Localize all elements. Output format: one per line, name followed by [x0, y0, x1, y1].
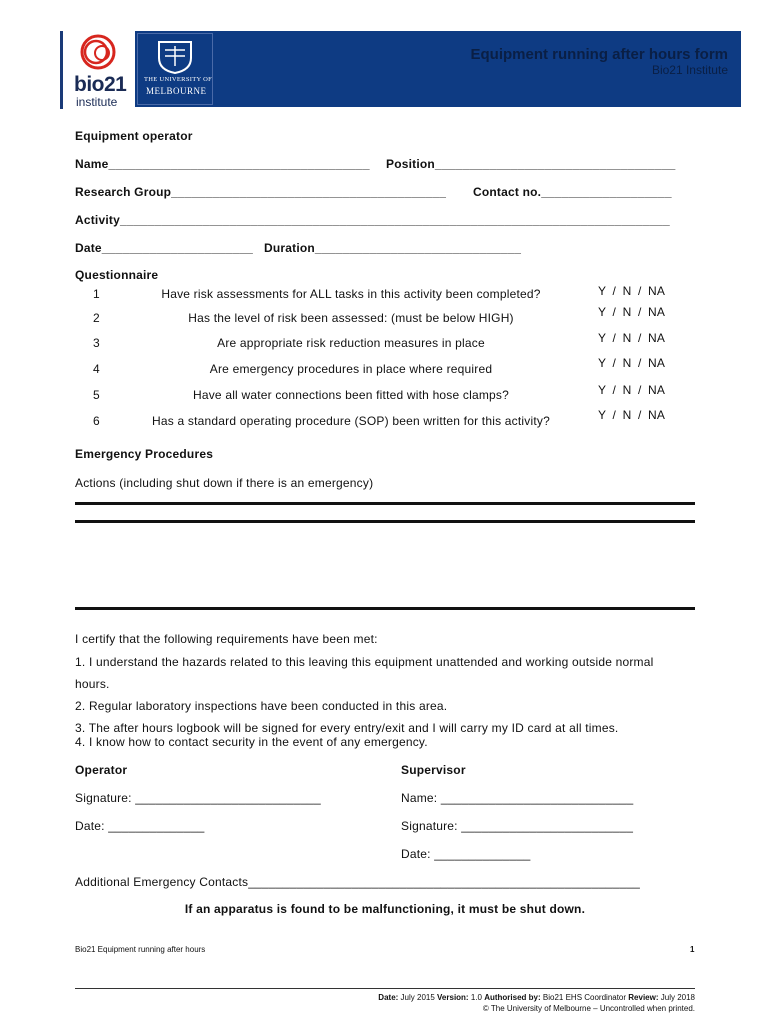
question-answer-options[interactable]: Y / N / NA: [598, 408, 666, 422]
footer-doc-name: Bio21 Equipment running after hours: [75, 945, 206, 954]
question-number: 4: [93, 362, 100, 376]
question-answer-options[interactable]: Y / N / NA: [598, 284, 666, 298]
certify-item-2: 2. Regular laboratory inspections have been conducted in this area.: [75, 699, 448, 713]
question-number: 5: [93, 388, 100, 402]
bio21-rings-icon: [76, 33, 126, 73]
question-number: 6: [93, 414, 100, 428]
footer-version-label: Version:: [437, 993, 469, 1002]
section-heading-operator: Equipment operator: [75, 129, 193, 143]
question-text: Has a standard operating procedure (SOP) been written for this activity?: [152, 414, 550, 428]
footer-review-label: Review:: [628, 993, 659, 1002]
date-field[interactable]: Date______________________: [75, 241, 254, 255]
bio21-logo: [72, 33, 132, 109]
question-text: Have all water connections been fitted with hose clamps?: [192, 388, 510, 402]
actions-line-1[interactable]: [75, 502, 695, 505]
supervisor-name-field[interactable]: Name: ____________________________: [401, 791, 634, 805]
research-group-field[interactable]: Research Group________________________________________: [75, 185, 447, 199]
supervisor-date-field[interactable]: Date: ______________: [401, 847, 531, 861]
section-heading-emergency: Emergency Procedures: [75, 447, 214, 461]
activity-field[interactable]: Activity________________________________________________________________________________: [75, 213, 670, 227]
header-accent-bar: [60, 31, 63, 109]
footer-authorised-value: Bio21 EHS Coordinator: [542, 993, 627, 1002]
actions-line-2[interactable]: [75, 520, 695, 523]
certify-item-4: 4. I know how to contact security in the event of any emergency.: [75, 735, 428, 749]
unimelb-logo-line2: MELBOURNE: [146, 86, 207, 96]
question-answer-options[interactable]: Y / N / NA: [598, 356, 666, 370]
unimelb-logo-line1: THE UNIVERSITY OF: [144, 76, 213, 83]
footer-authorised-label: Authorised by:: [484, 993, 541, 1002]
bio21-logo-subtext: institute: [76, 95, 118, 109]
footer-version-value: 1.0: [470, 993, 482, 1002]
supervisor-heading: Supervisor: [401, 763, 466, 777]
question-answer-options[interactable]: Y / N / NA: [598, 331, 666, 345]
footer-rule: [75, 988, 695, 989]
duration-field[interactable]: Duration______________________________: [264, 241, 522, 255]
question-text: Has the level of risk been assessed: (must be below HIGH): [188, 311, 514, 325]
header-banner: [135, 31, 741, 107]
supervisor-signature-field[interactable]: Signature: _________________________: [401, 819, 634, 833]
unimelb-crest-icon: [155, 40, 195, 74]
unimelb-logo: [137, 33, 213, 105]
question-number: 1: [93, 287, 100, 301]
actions-label: Actions (including shut down if there is an emergency): [75, 476, 374, 490]
footer-review-value: July 2018: [660, 993, 695, 1002]
name-field[interactable]: Name______________________________________: [75, 157, 370, 171]
contact-number-field[interactable]: Contact no.___________________: [473, 185, 672, 199]
question-answer-options[interactable]: Y / N / NA: [598, 305, 666, 319]
position-field[interactable]: Position___________________________________: [386, 157, 676, 171]
operator-signature-field[interactable]: Signature: ___________________________: [75, 791, 321, 805]
footer-page-number: 1: [690, 945, 695, 954]
certify-intro: I certify that the following requirements have been met:: [75, 632, 378, 646]
question-answer-options[interactable]: Y / N / NA: [598, 383, 666, 397]
additional-contacts-field[interactable]: Additional Emergency Contacts_________________________________________________________: [75, 875, 641, 889]
bio21-logo-text: bio21: [74, 73, 127, 96]
actions-line-3[interactable]: [75, 607, 695, 610]
form-subtitle: Bio21 Institute: [651, 63, 728, 77]
operator-heading: Operator: [75, 763, 128, 777]
section-heading-questionnaire: Questionnaire: [75, 268, 159, 282]
form-title: Equipment running after hours form: [470, 46, 728, 63]
footer-date-value: July 2015: [400, 993, 435, 1002]
question-number: 2: [93, 311, 100, 325]
question-text: Are appropriate risk reduction measures in place: [217, 336, 485, 350]
footer-copyright: © The University of Melbourne – Uncontrolled when printed.: [482, 1004, 695, 1013]
certify-item-1: 1. I understand the hazards related to this leaving this equipment unattended and working outside normal: [75, 655, 654, 669]
footer-meta: [378, 993, 695, 1002]
question-text: Are emergency procedures in place where required: [209, 362, 493, 376]
certify-item-1-continued: hours.: [75, 677, 110, 691]
certify-item-3: 3. The after hours logbook will be signed for every entry/exit and I will carry my ID card at all times.: [75, 721, 619, 735]
footer-date-label: Date:: [378, 993, 399, 1002]
operator-date-field[interactable]: Date: ______________: [75, 819, 205, 833]
question-text: Have risk assessments for ALL tasks in this activity been completed?: [161, 287, 541, 301]
malfunction-warning: If an apparatus is found to be malfunctioning, it must be shut down.: [184, 902, 586, 916]
question-number: 3: [93, 336, 100, 350]
